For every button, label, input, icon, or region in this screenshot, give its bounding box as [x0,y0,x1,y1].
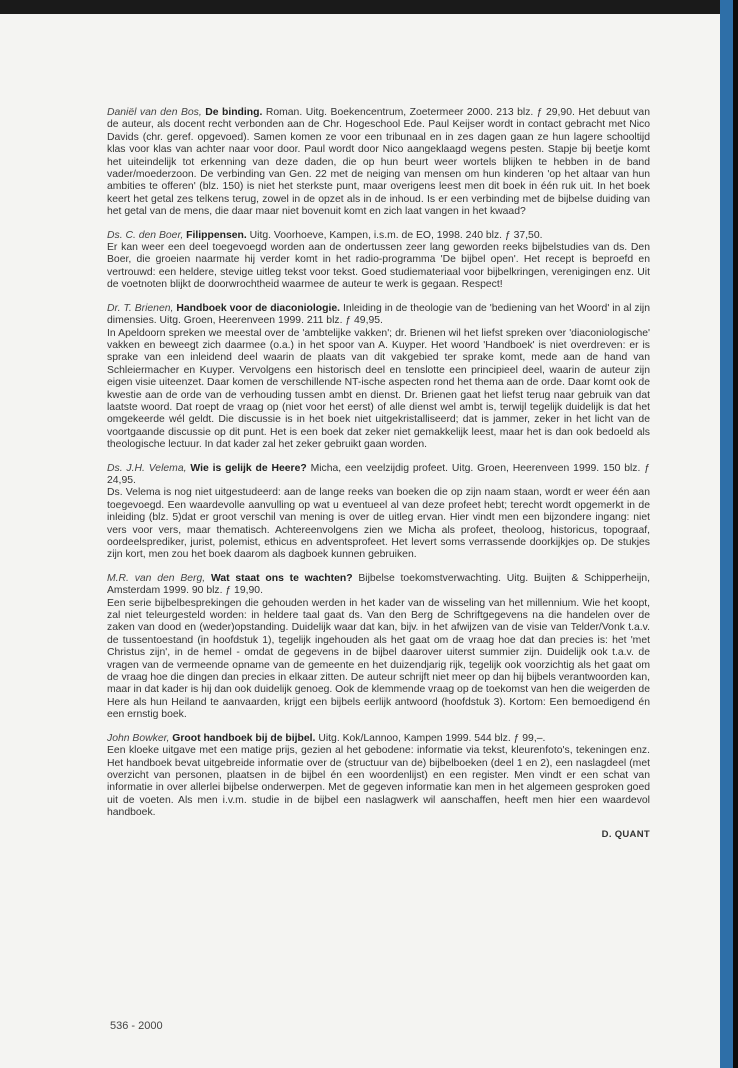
review-header [107,107,650,219]
review-header [107,230,650,242]
review-body: Een serie bijbelbesprekingen die gehouden werden in het kader van de wisseling van het millennium. Wie het koopt, zal niet teleurgesteld worden: in heldere taal gaat ds. Van den Berg de Schriftgegevens na die handelen over de zaken van dood en (weder)opstanding. Duidelijk waar dat kan, bijv. in het afwijzen van de visie van Telder/Vonk t.a.v. de tussentoestand (in hoofdstuk 1), tegelijk ingehouden als het gaat om de vraag hoe dat dan precies is: het 'met Christus zijn', in de hemel - omdat de gegevens in de bijbel daarover uiterst summier zijn. Duidelijk ook t.a.v. de vragen van de vermeende opname van de gemeente en het duizendjarig rijk, tegelijk ook voorzichtig als het gaat om de vraag hoe die dingen dan precies in elkaar zitten. De auteur schrijft niet meer op dan hij bijbels verantwoorden kan, maar in dat kader is hij dan ook duidelijk genoeg. Ook de klemmende vraag op de toekomst van hen die weigerden de Here als hun Heiland te aanvaarden, krijgt een bijbels eerlijk antwoord (hoofdstuk 3). Kortom: Een bemoedigend én een ernstig boek. [107,597,650,721]
review-item [107,463,650,562]
review-details: Uitg. Kok/Lannoo, Kampen 1999. 544 blz. ƒ 99,–. [318,732,546,744]
review-title: Groot handboek bij de bijbel. [172,732,316,744]
review-header [107,733,650,745]
review-author: Ds. C. den Boer, [107,229,184,241]
review-body: Er kan weer een deel toegevoegd worden aan de ondertussen zeer lang geworden reeks bijbelstudies van ds. Den Boer, die groeien naarmate hij verder komt in het radio-programma 'De bijbel open'. Het recept is beproefd en vertrouwd: een heldere, stevige uitleg tekst voor tekst. Goed studiemateriaal voor bijbelkringen, verenigingen enz. Uit de voetnoten blijkt de doorwrochtheid waarmee de auteur te werk is gegaan. Respect! [107,242,650,291]
reviewer-signature: D. QUANT [601,828,650,840]
review-item [107,303,650,452]
review-title: De binding. [205,107,263,118]
review-item [107,230,650,292]
page-number: 536 - 2000 [110,1020,163,1032]
review-header [107,573,650,598]
reviews-column [107,107,650,841]
review-details: Micha, een veelzijdig profeet. Uitg. Groen, Heerenveen 1999. 150 blz. ƒ 24,95. [107,462,651,486]
review-body: Een kloeke uitgave met een matige prijs, gezien al het gebodene: informatie via tekst, kleurenfoto's, tekeningen enz. Het handboek bevat uitgebreide informatie over de (structuur van de) bijbelboeken (deel 1 en 2), een naslagdeel (met overzicht van personen, plaatsen in de bijbel én een woordenlijst) en een register. Men vindt er een schat van informatie in over allerlei bijbelse onderwerpen. Met de gegeven informatie kan men in het algemeen gesproken goed uit de voeten. Als men i.v.m. studie in de bijbel een naslagwerk wil aanschaffen, heeft men hier een waardevol handboek. [107,745,650,819]
review-title: Wat staat ons te wachten? [210,572,353,584]
scan-top-edge [0,0,738,14]
review-title: Handboek voor de diaconiologie. [176,302,341,314]
review-item [107,733,650,820]
review-details: Uitg. Voorhoeve, Kampen, i.s.m. de EO, 1998. 240 blz. ƒ 37,50. [249,229,543,241]
review-title: Wie is gelijk de Heere? [190,462,307,474]
review-item [107,107,650,219]
review-author: Dr. T. Brienen, [107,302,174,314]
scan-right-edge [720,0,738,1068]
page [0,14,720,1068]
review-author: Daniël van den Bos, [107,107,202,118]
review-author: Ds. J.H. Velema, [107,462,187,474]
review-header [107,463,650,488]
review-details: Bijbelse toekomstverwachting. Uitg. Buijten & Schipperheijn, Amsterdam 1999. 90 blz. ƒ 19,90. [107,572,650,597]
review-body: Ds. Velema is nog niet uitgestudeerd: aan de lange reeks van boeken die op zijn naam staan, wordt er weer één aan toegevoegd. Een waardevolle aanvulling op wat u eventueel al van deze profeet hebt; terecht wordt opgemerkt in de inleiding (blz. 5)dat er groot verschil van mening is over de uitleg ervan. Hier vindt men een bijzondere ingang: niet vers voor vers, maar thematisch. Achtereenvolgens zien we Micha als profeet, theoloog, historicus, topograaf, oordeelsprediker, jurist, polemist, ethicus en adventsprofeet. Het levert soms verrassende doorkijkjes op. De stukjes zijn kort, men zou het boek daarom als dagboek kunnen gebruiken. [107,487,650,561]
review-details: Roman. Uitg. Boekencentrum, Zoetermeer 2000. 213 blz. ƒ 29,90. [265,107,575,118]
review-body: In Apeldoorn spreken we meestal over de 'ambtelijke vakken'; dr. Brienen wil het liefst spreken over 'diaconiologische' vakken en beweegt zich daarmee (o.a.) in het spoor van A. Kuyper. Het woord 'Handboek' is niet overdreven: er is sprake van een inleidend deel waarin de plaats van dit vakgebied ter sprake komt, mede aan de hand van Schleiermacher en Kuyper. Vervolgens een historisch deel en tenslotte een principieel deel, waarin de auteur zijn eigen visie uiteenzet. Daar komen de verschillende NT-ische aspecten rond het thema aan de orde. Daar komt ook de kwestie aan de orde van de verhouding tussen ambt en dienst. Dr. Brienen gaat het liefst terug naar gebruik van dat laatste woord. Dat roept de vraag op (niet voor het eerst) of alle dienst wel ambt is, terwijl tegelijk duidelijk is dat het omgekeerde wél geldt. Die discussie is in het boek niet uitgekristalliseerd; dat is jammer, zeker in het licht van de voortgaande discussie op dit punt. Het is een boek dat zeker niet gemakkelijk leest, maar het is dan ook bedoeld als theologische lectuur. In dat kader zal het zeker gebruikt gaan worden. [107,327,650,451]
review-header [107,303,650,328]
review-details: Inleiding in de theologie van de 'bediening van het Woord' in al zijn dimensies. Uitg. Groen, Heerenveen 1999. 211 blz. ƒ 49,95. [107,302,650,327]
review-body: Het debuut van de auteur, als docent recht verbonden aan de Chr. Hogeschool Ede. Paul Keijser wordt in contact gebracht met Nico Davids (chr. geref. opgevoed). Samen komen ze voor een tribunaal en in zes dagen gaan ze hun lagere schooltijd klas voor klas van achter naar voor door. Paul wordt door Nico aangeklaagd wegens pesten. Stapje bij beetje komt het uiteindelijk tot erkenning van deze daden, die op hun beurt weer wortels blijken te hebben in de band vader/moederzoon. De verbinding van Gen. 22 met de neiging van mensen om hun kinderen 'op het altaar van hun ambities te offeren' (blz. 150) is niet het sterkste punt, maar overigens leest men dit boek in één ruk uit. In het boek keert het getal zes telkens terug, zowel in de opzet als in de inhoud. Is er een verbinding met de bijbelse duiding van het getal van de mens, die daar maar niet bovenuit komt en zich laat vangen in het kwaad? [107,107,650,218]
review-title: Filippensen. [186,229,247,241]
review-author: M.R. van den Berg, [107,572,206,584]
review-item [107,573,650,722]
review-author: John Bowker, [107,732,170,744]
